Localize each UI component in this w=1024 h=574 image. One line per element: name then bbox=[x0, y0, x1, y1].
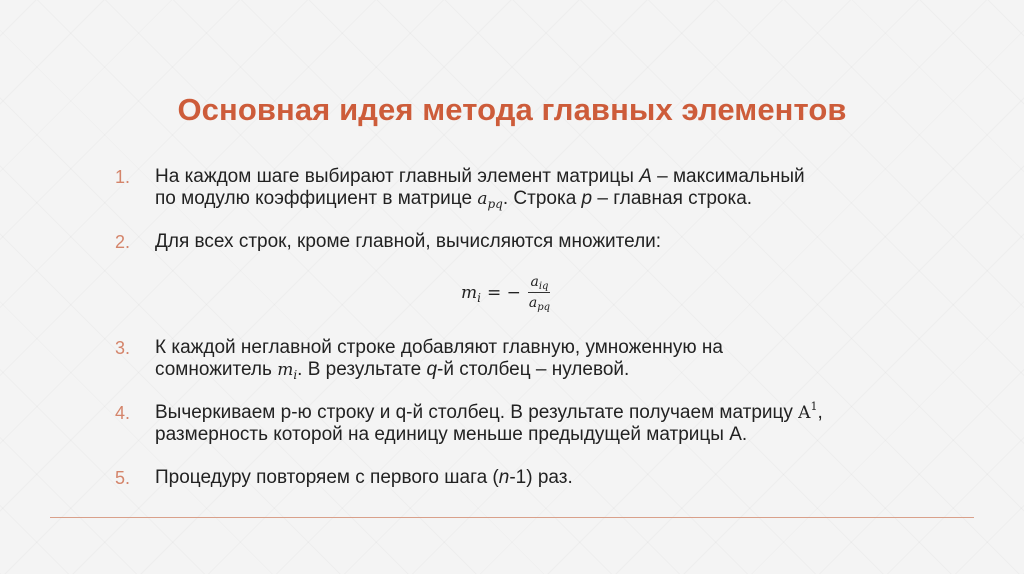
list-number: 1. bbox=[115, 167, 131, 187]
list-item bbox=[112, 337, 912, 381]
list-number: 3. bbox=[115, 338, 131, 358]
fraction-denominator bbox=[527, 293, 552, 312]
item-text: – максимальный bbox=[651, 166, 805, 187]
math-a-1 bbox=[798, 400, 818, 423]
math-base: m bbox=[461, 282, 478, 303]
item-variable: A bbox=[639, 166, 652, 187]
item-text: . Строка bbox=[502, 188, 582, 209]
slide-title: Основная идея метода главных элементов bbox=[177, 92, 847, 127]
math-a-pq bbox=[477, 189, 503, 209]
list-item bbox=[112, 166, 912, 210]
math-subscript: pq bbox=[487, 197, 503, 211]
item-line bbox=[155, 467, 912, 489]
item-line bbox=[155, 402, 912, 424]
item-variable: q bbox=[426, 359, 438, 380]
formula-operator: = − bbox=[486, 282, 521, 303]
item-line: К каждой неглавной строке добавляют главную, умноженную на bbox=[155, 337, 723, 358]
item-text: -й столбец – нулевой. bbox=[437, 359, 630, 380]
list-number: 5. bbox=[115, 468, 131, 488]
item-line: Для всех строк, кроме главной, вычисляются множители: bbox=[155, 231, 662, 252]
footer-divider bbox=[50, 517, 974, 518]
item-line bbox=[155, 166, 912, 188]
item-line bbox=[155, 359, 912, 381]
fraction-numerator bbox=[528, 273, 550, 293]
item-text: Процедуру повторяем с первого шага ( bbox=[155, 467, 499, 488]
math-base: a bbox=[530, 274, 539, 290]
math-base: A bbox=[798, 403, 811, 423]
item-line bbox=[155, 188, 912, 210]
item-line: размерность которой на единицу меньше предыдущей матрицы А. bbox=[155, 424, 748, 445]
steps-list bbox=[112, 166, 912, 489]
item-text: На каждом шаге выбирают главный элемент матрицы bbox=[155, 166, 640, 187]
item-text: , bbox=[817, 402, 823, 423]
math-subscript: i bbox=[293, 368, 298, 382]
math-subscript: i bbox=[477, 290, 481, 305]
item-variable: n bbox=[498, 467, 510, 488]
list-item bbox=[112, 402, 912, 446]
formula-fraction bbox=[527, 273, 552, 312]
math-m-i bbox=[277, 360, 297, 380]
list-item bbox=[112, 467, 912, 489]
list-number: 2. bbox=[115, 232, 131, 252]
math-base: m bbox=[277, 360, 294, 380]
item-text: – главная строка. bbox=[592, 188, 753, 209]
item-text: Вычеркиваем р-ю строку и q-й столбец. В результате получаем матрицу bbox=[155, 402, 799, 423]
list-number: 4. bbox=[115, 403, 131, 423]
math-base: a bbox=[528, 295, 538, 311]
item-text: по модулю коэффициент в матрице bbox=[155, 188, 478, 209]
item-text: . В результате bbox=[297, 359, 427, 380]
formula-body bbox=[461, 273, 552, 312]
multiplier-formula bbox=[112, 263, 912, 327]
math-subscript: iq bbox=[538, 281, 549, 292]
item-text: -1) раз. bbox=[509, 467, 573, 488]
math-subscript: pq bbox=[537, 302, 551, 313]
math-base: a bbox=[477, 189, 488, 209]
math-superscript: 1 bbox=[810, 400, 818, 413]
formula-lhs bbox=[461, 283, 481, 303]
item-text: сомножитель bbox=[155, 359, 278, 380]
list-item bbox=[112, 231, 912, 253]
item-variable: p bbox=[581, 188, 593, 209]
